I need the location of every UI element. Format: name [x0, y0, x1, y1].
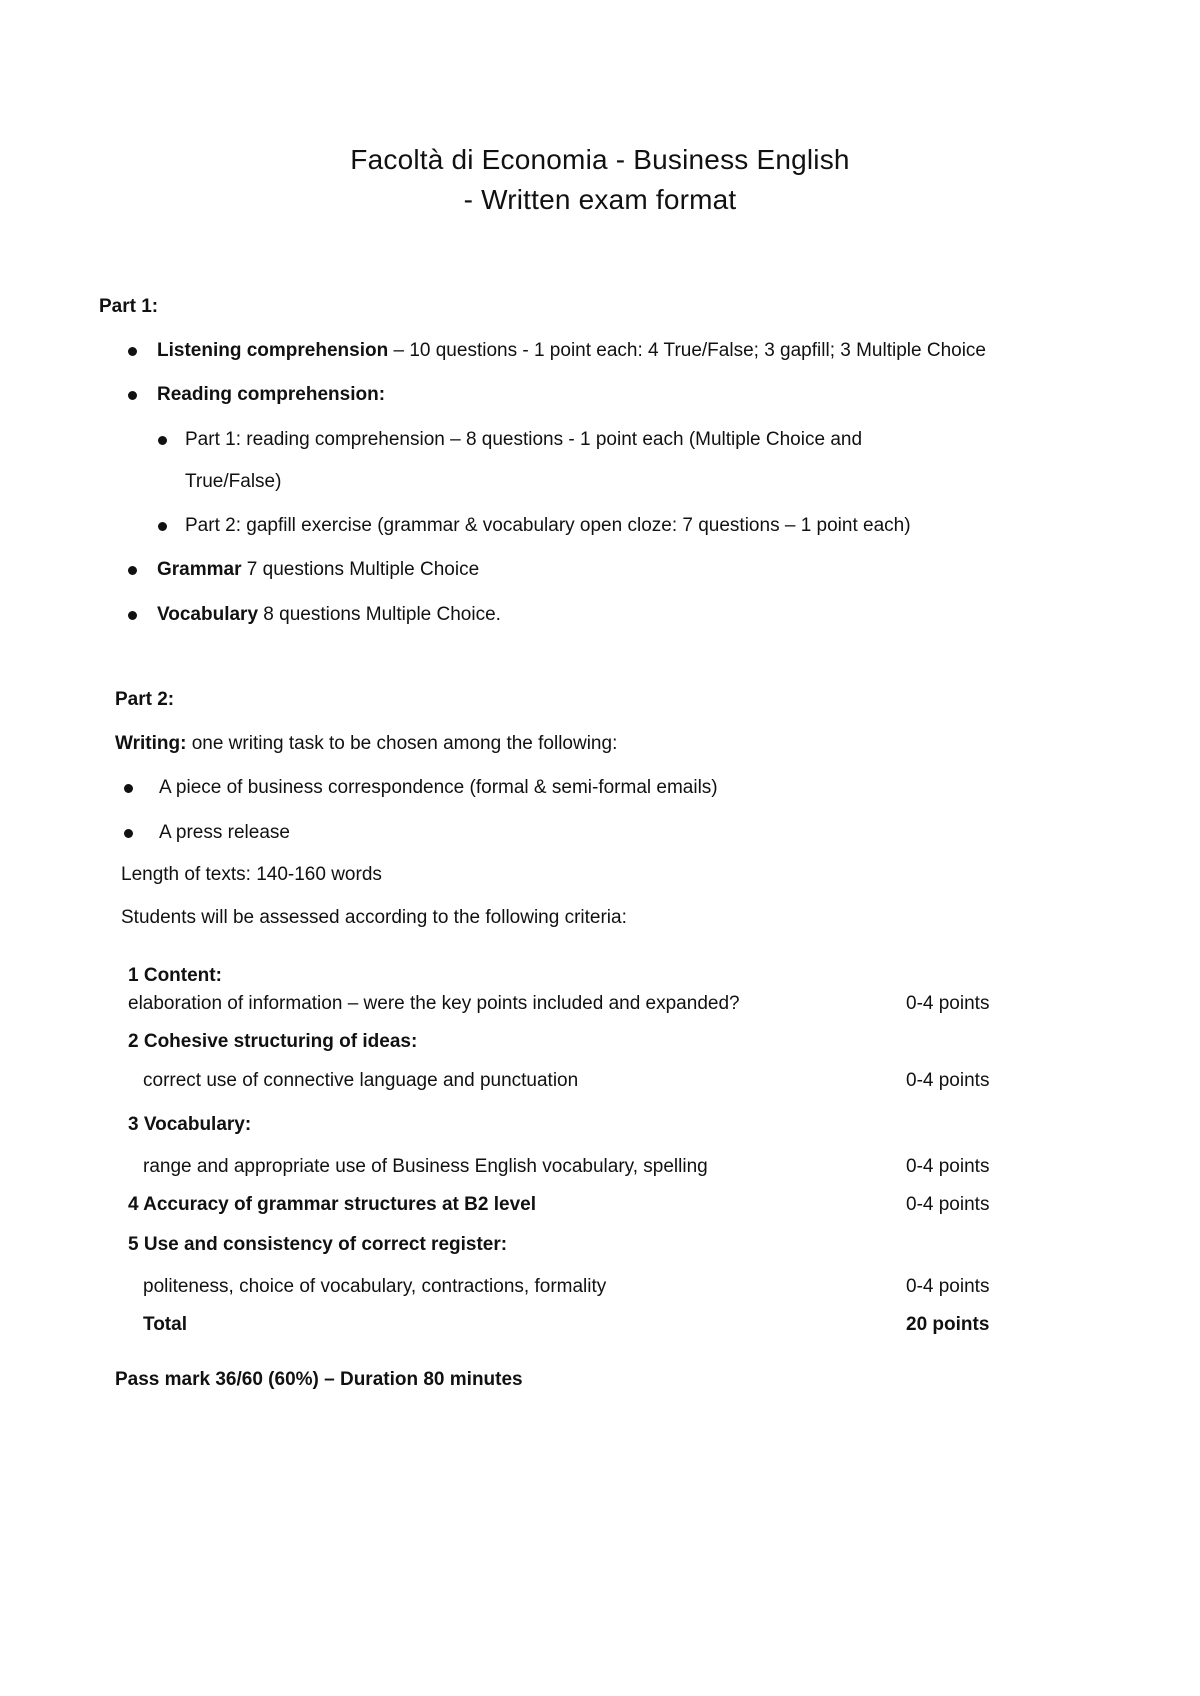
reading-sub1-line2: True/False): [185, 471, 282, 492]
grammar-label: Grammar: [157, 559, 242, 580]
document-title-line-1: Facoltà di Economia - Business English: [350, 144, 850, 175]
total-points: 20 points: [906, 1314, 990, 1335]
reading-sub2: Part 2: gapfill exercise (grammar & vocabulary open cloze: 7 questions – 1 point each): [185, 515, 911, 536]
bullet-icon: [128, 566, 137, 575]
listening-item: [157, 340, 986, 362]
pass-mark-duration: Pass mark 36/60 (60%) – Duration 80 minutes: [115, 1369, 523, 1390]
criterion-3-points: 0-4 points: [906, 1156, 990, 1177]
part2-heading: Part 2:: [115, 689, 175, 710]
bullet-icon: [128, 347, 137, 356]
bullet-icon: [124, 784, 133, 793]
criterion-3-title: 3 Vocabulary:: [128, 1114, 252, 1135]
criterion-5-points: 0-4 points: [906, 1276, 990, 1297]
vocabulary-label: Vocabulary: [157, 604, 259, 625]
part1-heading: Part 1:: [99, 296, 159, 317]
criterion-2-title: 2 Cohesive structuring of ideas:: [128, 1031, 418, 1052]
criterion-1-title: 1 Content:: [128, 965, 222, 986]
reading-item: Reading comprehension:: [157, 384, 386, 405]
writing-label: Writing:: [115, 733, 187, 754]
criterion-2-description: correct use of connective language and punctuation: [143, 1070, 579, 1091]
criteria-intro: Students will be assessed according to the following criteria:: [121, 907, 627, 928]
writing-option-1: A piece of business correspondence (formal & semi-formal emails): [159, 777, 718, 798]
criterion-4-title: 4 Accuracy of grammar structures at B2 level: [128, 1194, 536, 1215]
bullet-icon: [128, 391, 137, 400]
bullet-icon: [158, 436, 167, 445]
listening-label: Listening comprehension: [157, 340, 389, 361]
bullet-icon: [128, 611, 137, 620]
vocabulary-text: 8 questions Multiple Choice.: [258, 604, 501, 625]
criterion-1-points: 0-4 points: [906, 993, 990, 1014]
document-title-line-2: - Written exam format: [463, 184, 737, 215]
total-label: Total: [143, 1314, 187, 1335]
grammar-item: [157, 559, 479, 581]
criterion-2-points: 0-4 points: [906, 1070, 990, 1091]
grammar-text: 7 questions Multiple Choice: [241, 559, 480, 580]
criterion-1-description: elaboration of information – were the key points included and expanded?: [128, 993, 740, 1014]
bullet-icon: [158, 522, 167, 531]
bullet-icon: [124, 829, 133, 838]
writing-line: [115, 733, 617, 755]
reading-sub1-line1: Part 1: reading comprehension – 8 questions - 1 point each (Multiple Choice and: [185, 429, 863, 450]
writing-text: one writing task to be chosen among the following:: [186, 733, 618, 754]
writing-option-2: A press release: [159, 822, 290, 843]
criterion-5-title: 5 Use and consistency of correct register:: [128, 1234, 508, 1255]
listening-text: – 10 questions - 1 point each: 4 True/False; 3 gapfill; 3 Multiple Choice: [388, 340, 986, 361]
criterion-5-description: politeness, choice of vocabulary, contractions, formality: [143, 1276, 607, 1297]
vocabulary-item: [157, 604, 501, 626]
criterion-3-description: range and appropriate use of Business English vocabulary, spelling: [143, 1156, 708, 1177]
criterion-4-points: 0-4 points: [906, 1194, 990, 1215]
length-of-texts: Length of texts: 140-160 words: [121, 864, 382, 885]
